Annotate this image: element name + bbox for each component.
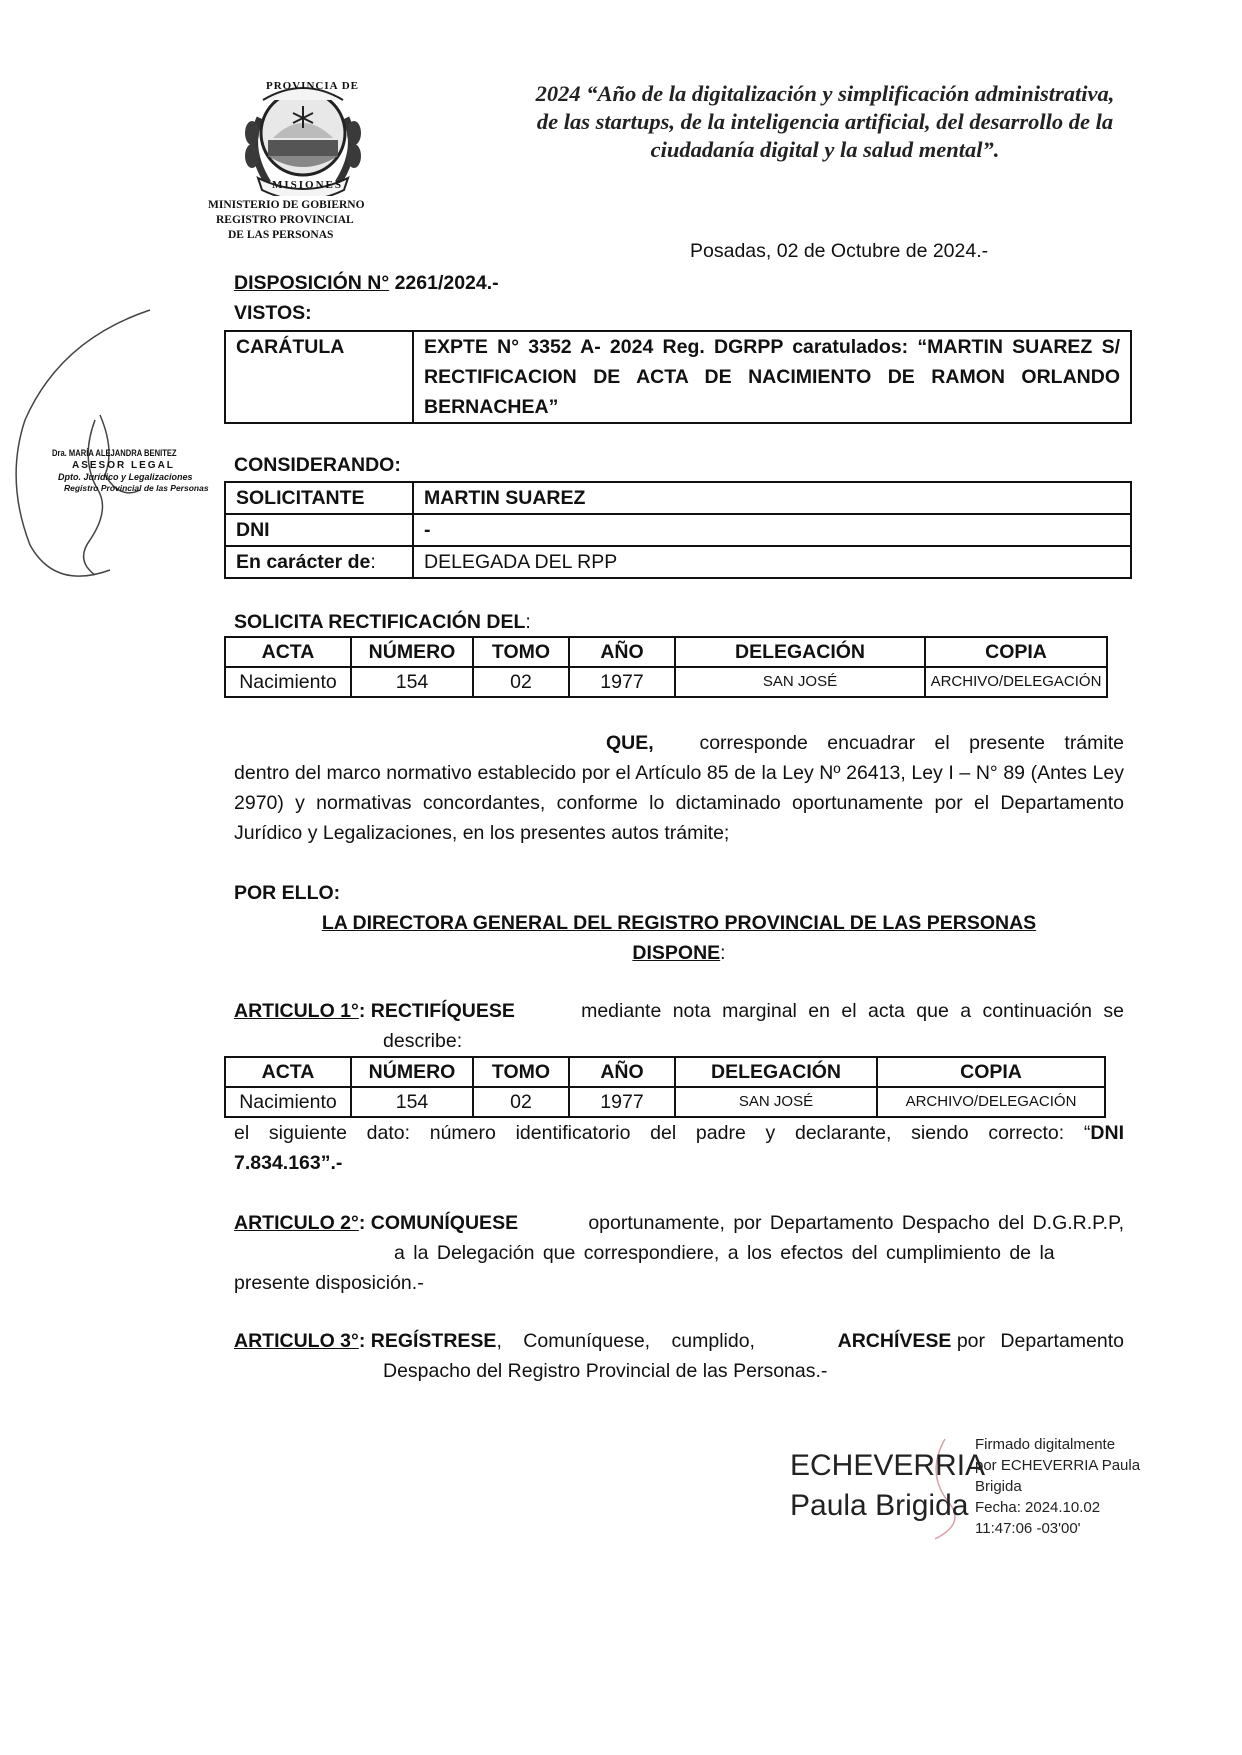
solicitante-label: SOLICITANTE xyxy=(225,482,413,514)
articulo-1-continuation xyxy=(234,1118,1124,1178)
stamp-line-1: Dra. MARÍA ALEJANDRA BENITEZ xyxy=(52,448,177,459)
articulo-2-keyword: COMUNÍQUESE xyxy=(370,1212,519,1234)
legal-stamp xyxy=(0,300,210,590)
considerando-heading: CONSIDERANDO: xyxy=(234,454,401,476)
cell-numero: 154 xyxy=(351,667,473,697)
header-tomo: TOMO xyxy=(473,1057,569,1087)
digital-signature xyxy=(790,1434,1150,1544)
table-row xyxy=(225,514,1131,546)
cell-anio: 1977 xyxy=(569,667,675,697)
articulo-2 xyxy=(234,1208,1124,1298)
ministry-line-2: REGISTRO PROVINCIAL xyxy=(216,214,354,226)
header-numero: NÚMERO xyxy=(351,637,473,667)
province-seal xyxy=(238,78,368,196)
document-date: Posadas, 02 de Octubre de 2024.- xyxy=(690,240,989,262)
signature-meta-4: Fecha: 2024.10.02 xyxy=(975,1499,1101,1516)
stamp-line-2: ASESOR LEGAL xyxy=(72,460,175,471)
articulo-3-text-1: , Comuníquese, cumplido, xyxy=(496,1330,755,1352)
table-row xyxy=(225,546,1131,578)
signer-name-line-2: Paula Brigida xyxy=(790,1489,969,1522)
table-row xyxy=(225,1087,1105,1117)
solicita-heading xyxy=(234,607,531,637)
cell-copia: ARCHIVO/DELEGACIÓN xyxy=(877,1087,1105,1117)
por-ello-heading: POR ELLO: xyxy=(234,882,341,904)
solicita-colon: : xyxy=(525,611,531,633)
stamp-line-4: Registro Provincial de las Personas xyxy=(64,483,209,493)
articulo-2-text-2: a la Delegación que correspondiere, a los efectos del cumplimiento de la xyxy=(394,1242,1055,1264)
dispone-colon: : xyxy=(720,942,726,964)
articulo-1 xyxy=(234,996,1124,1056)
articulo-3-text-3: Despacho del Registro Provincial de las Personas.- xyxy=(383,1360,828,1382)
header-delegacion: DELEGACIÓN xyxy=(675,1057,877,1087)
header-delegacion: DELEGACIÓN xyxy=(675,637,925,667)
signature-meta xyxy=(975,1434,1140,1539)
signature-meta-3: Brigida xyxy=(975,1478,1022,1495)
dni-label: DNI xyxy=(225,514,413,546)
header-acta: ACTA xyxy=(225,1057,351,1087)
articulo-3-text-2: por Departamento xyxy=(956,1330,1124,1352)
articulo-1-after-text: el siguiente dato: número identificatorio del padre y declarante, siendo correcto: “ xyxy=(234,1122,1091,1144)
vistos-heading: VISTOS: xyxy=(234,302,312,324)
cell-anio: 1977 xyxy=(569,1087,675,1117)
header-numero: NÚMERO xyxy=(351,1057,473,1087)
articulo-2-head xyxy=(234,1208,518,1238)
disposicion-number xyxy=(234,268,499,298)
articulo-3-colon: : xyxy=(358,1330,366,1352)
que-keyword: QUE, xyxy=(606,732,654,754)
disposicion-value: 2261/2024.- xyxy=(389,272,499,294)
articulo-1-line-1 xyxy=(234,996,1124,1026)
cell-acta: Nacimiento xyxy=(225,1087,351,1117)
cell-delegacion: SAN JOSÉ xyxy=(675,1087,877,1117)
ministry-block xyxy=(208,198,408,243)
authority-line: LA DIRECTORA GENERAL DEL REGISTRO PROVINCIAL DE LAS PERSONAS xyxy=(321,912,1037,934)
caratula-table xyxy=(224,330,1132,424)
header-tomo: TOMO xyxy=(473,637,569,667)
cell-acta: Nacimiento xyxy=(225,667,351,697)
seal-bottom-text: MISIONES xyxy=(272,179,344,191)
caracter-value: DELEGADA DEL RPP xyxy=(413,546,1131,578)
cell-tomo: 02 xyxy=(473,1087,569,1117)
dispone-label: DISPONE xyxy=(632,942,721,964)
signer-name-line-1: ECHEVERRIA xyxy=(790,1449,986,1482)
articulo-1-keyword: RECTIFÍQUESE xyxy=(370,1000,515,1022)
articulo-1-label: ARTICULO 1° xyxy=(234,1000,359,1022)
que-first-line-text: corresponde encuadrar el presente trámite xyxy=(699,732,1124,754)
seal-top-text: PROVINCIA DE xyxy=(266,80,359,92)
articulo-2-text-3: presente disposición.- xyxy=(234,1272,424,1294)
articulo-1-dni: DNI 7.834.163”.- xyxy=(234,1122,1124,1174)
cell-delegacion: SAN JOSÉ xyxy=(675,667,925,697)
articulo-1-colon: : xyxy=(358,1000,366,1022)
dispone-line xyxy=(234,938,1124,968)
year-motto xyxy=(505,80,1145,164)
caracter-label: En carácter de xyxy=(236,551,371,573)
stamp-line-3: Dpto. Jurídico y Legalizaciones xyxy=(58,472,193,482)
table-row xyxy=(225,667,1107,697)
motto-line-1: 2024 “Año de la digitalización y simplificación administrativa, xyxy=(535,81,1115,106)
ministry-line-3: DE LAS PERSONAS xyxy=(228,229,334,241)
header-copia: COPIA xyxy=(925,637,1107,667)
articulo-1-head xyxy=(234,996,515,1026)
signature-meta-2: por ECHEVERRIA Paula xyxy=(975,1457,1141,1474)
header-copia: COPIA xyxy=(877,1057,1105,1087)
solicita-label: SOLICITA RECTIFICACIÓN DEL xyxy=(234,611,526,633)
articulo-3 xyxy=(234,1326,1124,1386)
caratula-text: EXPTE N° 3352 A- 2024 Reg. DGRPP caratulados: “MARTIN SUAREZ S/ RECTIFICACION DE ACTA DE NACIMIENTO DE RAMON ORLANDO BERNACHEA” xyxy=(413,331,1131,423)
articulo-3-keyword-1: REGÍSTRESE xyxy=(370,1330,497,1352)
cell-copia: ARCHIVO/DELEGACIÓN xyxy=(925,667,1107,697)
header-anio: AÑO xyxy=(569,637,675,667)
articulo-3-line-1 xyxy=(234,1326,1124,1356)
disposicion-label: DISPOSICIÓN N° xyxy=(234,272,390,294)
signature-meta-5: 11:47:06 -03'00' xyxy=(975,1520,1081,1537)
signature-meta-1: Firmado digitalmente xyxy=(975,1436,1116,1453)
ministry-line-1: MINISTERIO DE GOBIERNO xyxy=(208,199,365,211)
articulo-3-keyword-2: ARCHÍVESE xyxy=(837,1330,952,1352)
articulo-3-label: ARTICULO 3° xyxy=(234,1330,359,1352)
articulo-2-label: ARTICULO 2° xyxy=(234,1212,359,1234)
articulo-3-head xyxy=(234,1326,755,1356)
motto-line-2: de las startups, de la inteligencia artificial, del desarrollo de la xyxy=(536,109,1114,134)
caratula-label: CARÁTULA xyxy=(225,331,413,423)
header-anio: AÑO xyxy=(569,1057,675,1087)
articulo-3-tail xyxy=(838,1326,1124,1356)
cell-numero: 154 xyxy=(351,1087,473,1117)
que-body: dentro del marco normativo establecido por el Artículo 85 de la Ley Nº 26413, Ley I – N° 89 (Antes Ley 2970) y normativas concordantes, conforme lo dictaminado oportunamente por el Departamento Jurídico y Legalizaciones, en los presentes autos trámite; xyxy=(234,762,1124,844)
acta-table-articulo-1 xyxy=(224,1056,1106,1118)
que-paragraph xyxy=(234,728,1124,848)
que-first-line xyxy=(234,728,1124,758)
table-header-row xyxy=(225,637,1107,667)
motto-line-3: ciudadanía digital y la salud mental”. xyxy=(650,137,1000,162)
table-row xyxy=(225,482,1131,514)
header-acta: ACTA xyxy=(225,637,351,667)
articulo-1-text-1: mediante nota marginal en el acta que a continuación se xyxy=(581,1000,1124,1022)
table-header-row xyxy=(225,1057,1105,1087)
cell-tomo: 02 xyxy=(473,667,569,697)
solicitante-table xyxy=(224,481,1132,579)
articulo-1-text-2: describe: xyxy=(383,1030,463,1052)
handwritten-signature-icon xyxy=(0,300,210,590)
caratula-row xyxy=(225,331,1131,423)
articulo-2-text-1: oportunamente, por Departamento Despacho del D.G.R.P.P, xyxy=(588,1212,1124,1234)
articulo-2-line-1 xyxy=(234,1208,1124,1238)
dni-value: - xyxy=(413,514,1131,546)
articulo-2-colon: : xyxy=(358,1212,366,1234)
solicitante-value: MARTIN SUAREZ xyxy=(413,482,1131,514)
acta-table-solicita xyxy=(224,636,1108,698)
caracter-colon: : xyxy=(370,551,376,573)
caracter-label-cell xyxy=(225,546,413,578)
